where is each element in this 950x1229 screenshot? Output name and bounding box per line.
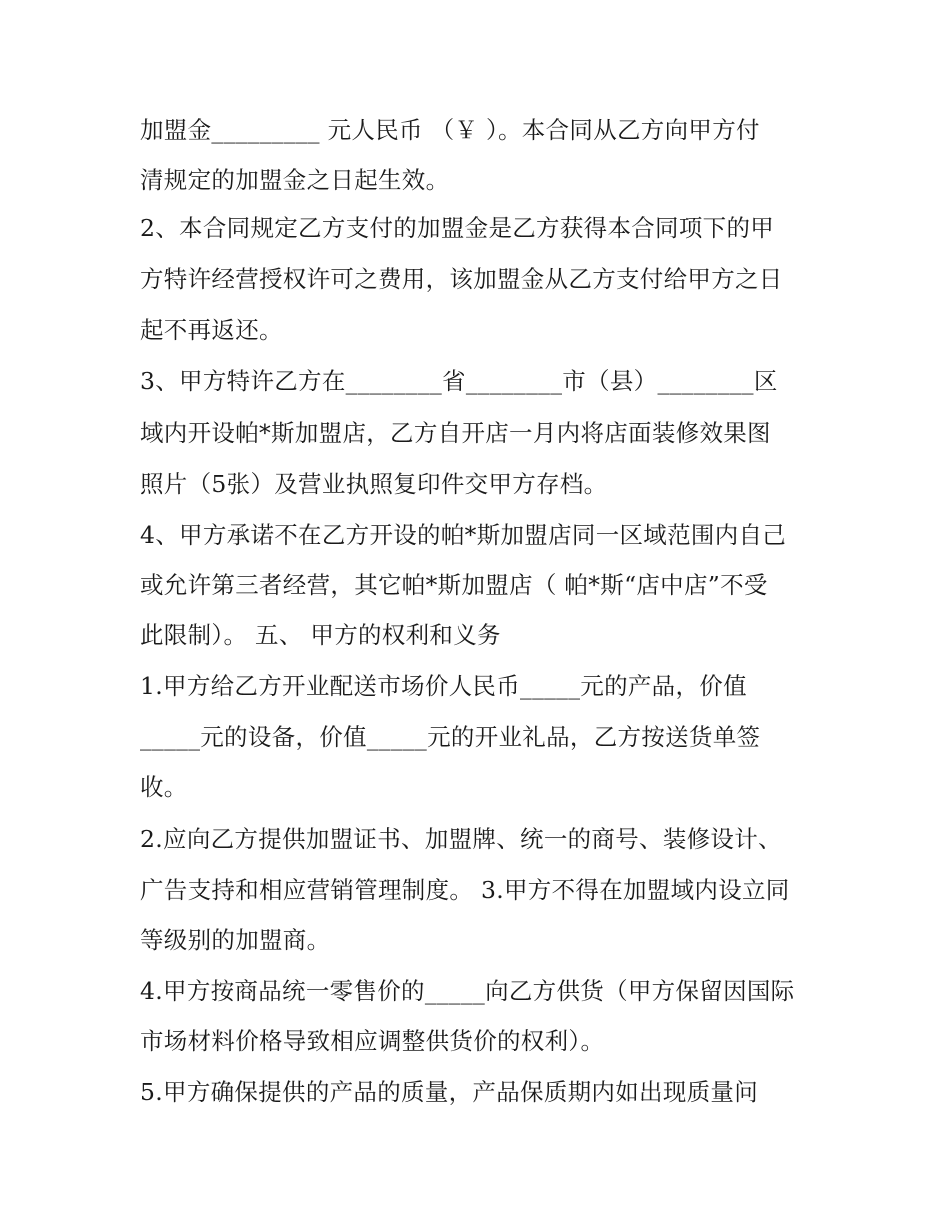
text-line: 或允许第三者经营，其它帕*斯加盟店（ 帕*斯“店中店”不受 (140, 571, 768, 599)
text-line: 照片（5张）及营业执照复印件交甲方存档。 (140, 470, 608, 498)
text-line: 5.甲方确保提供的产品的质量，产品保质期内如出现质量问 (140, 1078, 759, 1106)
text-line: 市场材料价格导致相应调整供货价的权利）。 (140, 1027, 605, 1055)
text-line: 2.应向乙方提供加盟证书、加盟牌、统一的商号、装修设计、 (140, 825, 782, 853)
text-line: 4、甲方承诺不在乙方开设的帕*斯加盟店同一区域范围内自己 (140, 521, 787, 549)
text-line: 清规定的加盟金之日起生效。 (140, 166, 450, 194)
text-line: 起不再返还。 (140, 316, 283, 344)
text-line: _____元的设备，价值_____元的开业礼品，乙方按送货单签 (140, 723, 761, 751)
text-line: 广告支持和相应营销管理制度。 3.甲方不得在加盟域内设立同 (140, 876, 790, 904)
text-line: 4.甲方按商品统一零售价的_____向乙方供货（甲方保留因国际 (140, 977, 795, 1005)
text-line: 收。 (140, 773, 188, 801)
text-line: 3、甲方特许乙方在________省________市（县）________区 (140, 367, 778, 395)
text-line: 方特许经营授权许可之费用，该加盟金从乙方支付给甲方之日 (140, 265, 783, 293)
text-line: 2、本合同规定乙方支付的加盟金是乙方获得本合同项下的甲 (140, 214, 775, 242)
text-line: 等级别的加盟商。 (140, 926, 331, 954)
text-line: 域内开设帕*斯加盟店，乙方自开店一月内将店面装修效果图 (140, 419, 771, 447)
text-line: 1.甲方给乙方开业配送市场价人民币_____元的产品，价值 (140, 672, 747, 700)
text-line: 加盟金_________ 元人民币 （￥ ）。本合同从乙方向甲方付 (140, 116, 760, 144)
text-line: 此限制）。 五、 甲方的权利和义务 (140, 621, 501, 649)
